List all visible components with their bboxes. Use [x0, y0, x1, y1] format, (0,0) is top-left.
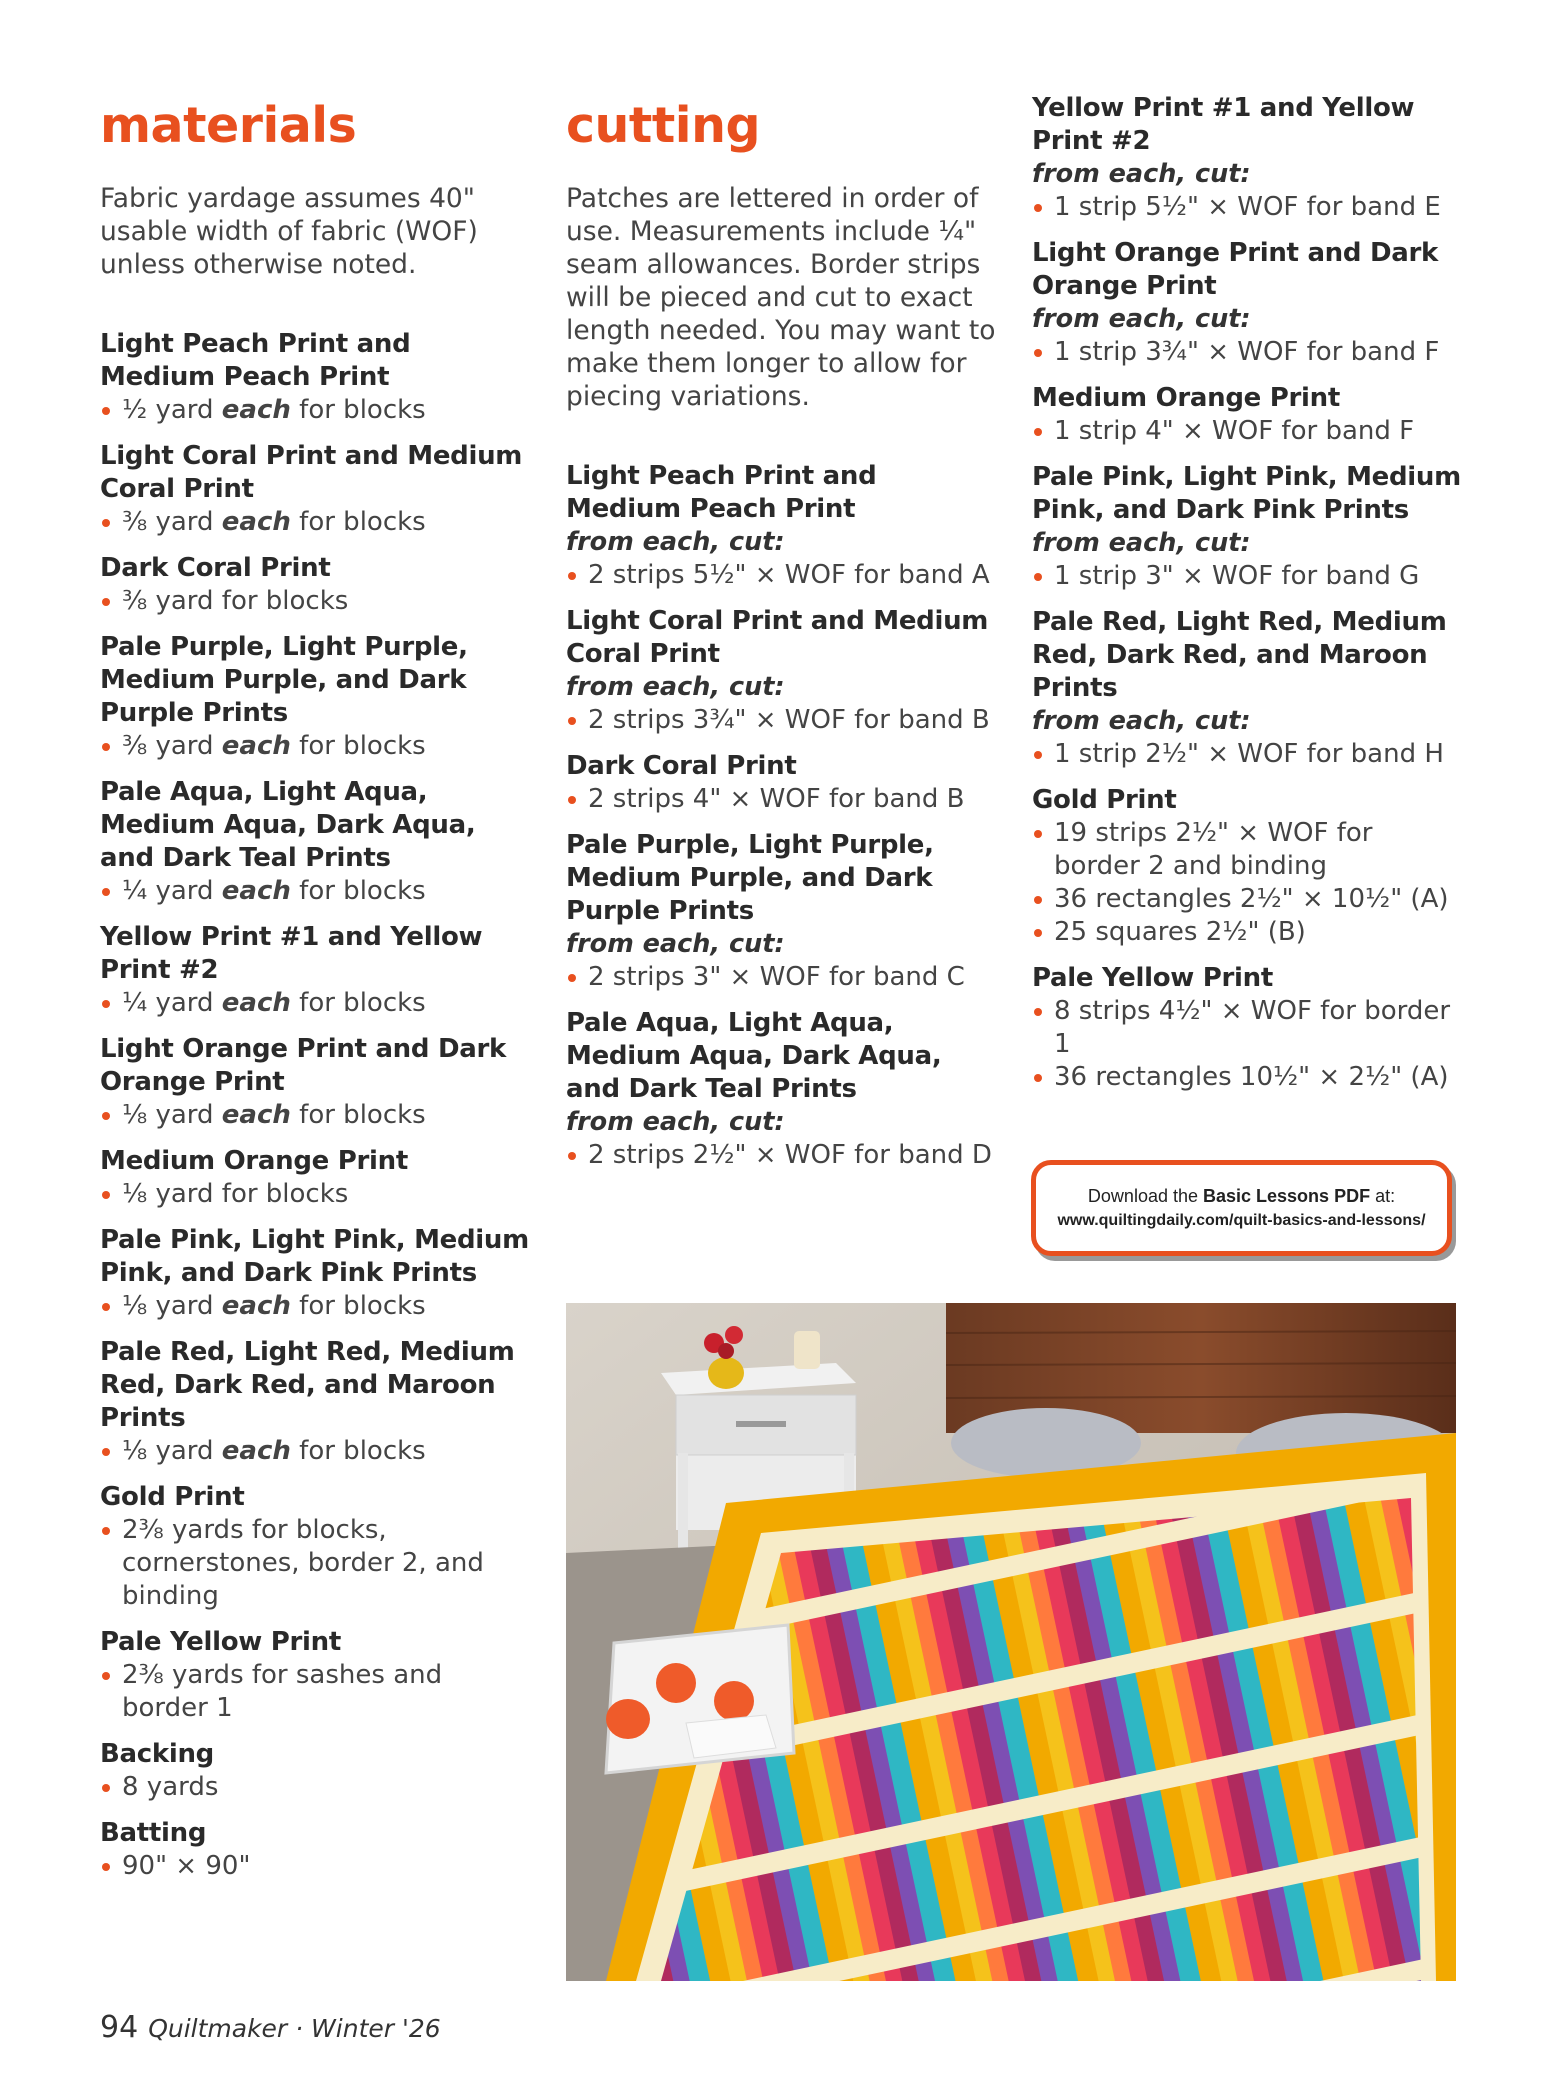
list-item: 36 rectangles 10½" × 2½" (A)	[1032, 1061, 1462, 1094]
list-item: 1 strip 5½" × WOF for band E	[1032, 191, 1462, 224]
materials-section	[100, 328, 530, 427]
section-subtitle: from each, cut:	[566, 672, 785, 702]
cutting-column	[566, 0, 996, 1172]
item-list	[100, 1290, 530, 1323]
item-list	[100, 1178, 530, 1211]
section-title: Pale Red, Light Red, Medium Red, Dark Red, and Maroon Prints	[1032, 607, 1447, 703]
list-item: 8 strips 4½" × WOF for border 1	[1032, 995, 1462, 1061]
cutting-section	[566, 460, 996, 592]
emphasis-text: each	[221, 1436, 291, 1466]
item-list	[566, 961, 996, 994]
section-title: Pale Aqua, Light Aqua, Medium Aqua, Dark Aqua, and Dark Teal Prints	[100, 777, 476, 873]
list-item: 1 strip 3" × WOF for band G	[1032, 560, 1462, 593]
cutting-intro: Patches are lettered in order of use. Measurements include ¼" seam allowances. Border strips will be pieced and cut to exact length needed. You may want to make them longer to allow for piecing variations.	[566, 183, 996, 412]
item-list	[100, 875, 530, 908]
item-list	[100, 585, 530, 618]
emphasis-text: each	[221, 1291, 291, 1321]
cutting-section	[1032, 962, 1462, 1094]
list-item: 19 strips 2½" × WOF for border 2 and binding	[1032, 817, 1462, 883]
list-item	[100, 1099, 530, 1132]
cutting-section	[1032, 92, 1462, 224]
item-list	[100, 1850, 530, 1883]
section-title: Pale Red, Light Red, Medium Red, Dark Red, and Maroon Prints	[100, 1337, 515, 1433]
cutting-list-continued	[1032, 92, 1462, 1094]
item-list	[1032, 336, 1462, 369]
list-item	[100, 1178, 530, 1211]
emphasis-text: each	[221, 988, 291, 1018]
item-list	[1032, 191, 1462, 224]
download-suffix: at:	[1370, 1186, 1396, 1206]
list-item	[100, 394, 530, 427]
section-title: Light Orange Print and Dark Orange Print	[100, 1034, 506, 1097]
cutting-list	[566, 460, 996, 1172]
item-text: for blocks	[290, 1436, 426, 1466]
list-item	[100, 987, 530, 1020]
list-item: 2 strips 5½" × WOF for band A	[566, 559, 996, 592]
item-text: ⅜ yard for blocks	[122, 586, 349, 616]
materials-section	[100, 1481, 530, 1613]
download-title: Basic Lessons PDF	[1203, 1186, 1371, 1206]
materials-section	[100, 1336, 530, 1468]
item-text: for blocks	[290, 988, 426, 1018]
section-title: Pale Aqua, Light Aqua, Medium Aqua, Dark Aqua, and Dark Teal Prints	[566, 1008, 942, 1104]
cutting-section	[1032, 784, 1462, 949]
item-text: for blocks	[290, 507, 426, 537]
item-text: ⅛ yard	[122, 1100, 222, 1130]
materials-list	[100, 328, 530, 1883]
item-text: ¼ yard	[122, 876, 222, 906]
emphasis-text: each	[221, 1100, 291, 1130]
list-item: 2 strips 2½" × WOF for band D	[566, 1139, 996, 1172]
serving-tray	[606, 1625, 794, 1773]
section-title: Pale Yellow Print	[100, 1627, 341, 1657]
item-list	[100, 506, 530, 539]
download-prefix: Download the	[1087, 1186, 1203, 1206]
item-text: ⅜ yard	[122, 731, 222, 761]
materials-heading: materials	[100, 97, 357, 154]
materials-section	[100, 921, 530, 1020]
quilt-photo-illustration	[566, 1303, 1456, 1981]
list-item: 25 squares 2½" (B)	[1032, 916, 1462, 949]
cutting-section	[1032, 382, 1462, 448]
section-title: Dark Coral Print	[100, 553, 331, 583]
section-title: Gold Print	[1032, 785, 1177, 815]
item-text: ¼ yard	[122, 988, 222, 1018]
page-footer	[100, 2010, 441, 2045]
cutting-section	[566, 1007, 996, 1172]
section-title: Light Peach Print and Medium Peach Print	[100, 329, 411, 392]
flower-vase	[708, 1357, 744, 1389]
emphasis-text: each	[221, 395, 291, 425]
section-title: Batting	[100, 1818, 207, 1848]
list-item: 2 strips 3¾" × WOF for band B	[566, 704, 996, 737]
list-item	[100, 506, 530, 539]
materials-section	[100, 1738, 530, 1804]
section-title: Light Peach Print and Medium Peach Print	[566, 461, 877, 524]
list-item: 1 strip 4" × WOF for band F	[1032, 415, 1462, 448]
materials-section	[100, 1145, 530, 1211]
item-list	[566, 559, 996, 592]
item-text: 2⅜ yards for blocks, cornerstones, border 2, and binding	[122, 1515, 484, 1611]
orange-cup	[656, 1663, 696, 1703]
item-list	[566, 1139, 996, 1172]
cutting-section	[566, 750, 996, 816]
item-list	[100, 730, 530, 763]
cutting-section	[1032, 461, 1462, 593]
item-text: for blocks	[290, 1291, 426, 1321]
list-item	[100, 1435, 530, 1468]
item-list	[100, 1099, 530, 1132]
item-text: for blocks	[290, 731, 426, 761]
item-list	[1032, 560, 1462, 593]
section-title: Light Orange Print and Dark Orange Print	[1032, 238, 1438, 301]
item-text: ⅜ yard	[122, 507, 222, 537]
section-title: Pale Purple, Light Purple, Medium Purple, and Dark Purple Prints	[566, 830, 934, 926]
cutting-section	[1032, 606, 1462, 771]
list-item	[100, 1771, 530, 1804]
cutting-heading: cutting	[566, 97, 761, 154]
list-item: 1 strip 2½" × WOF for band H	[1032, 738, 1462, 771]
section-title: Gold Print	[100, 1482, 245, 1512]
section-title: Backing	[100, 1739, 214, 1769]
section-subtitle: from each, cut:	[1032, 159, 1251, 189]
item-list	[1032, 995, 1462, 1094]
list-item	[100, 1290, 530, 1323]
item-text: ⅛ yard	[122, 1291, 222, 1321]
item-list	[100, 1514, 530, 1613]
candle	[794, 1331, 820, 1369]
page-number: 94	[100, 2010, 139, 2045]
publication-name: Quiltmaker · Winter '26	[148, 2014, 441, 2043]
orange-mug	[606, 1699, 650, 1739]
list-item	[100, 875, 530, 908]
item-list	[100, 1435, 530, 1468]
item-text: 8 yards	[122, 1772, 219, 1802]
list-item: 2 strips 3" × WOF for band C	[566, 961, 996, 994]
item-list	[1032, 415, 1462, 448]
list-item	[100, 585, 530, 618]
list-item: 1 strip 3¾" × WOF for band F	[1032, 336, 1462, 369]
cutting-column-continued	[1032, 0, 1462, 1094]
materials-section	[100, 1626, 530, 1725]
materials-column	[100, 0, 530, 1883]
materials-section	[100, 1033, 530, 1132]
item-list	[1032, 738, 1462, 771]
item-list	[100, 987, 530, 1020]
quilt-photo	[566, 1303, 1456, 1981]
section-title: Pale Purple, Light Purple, Medium Purple, and Dark Purple Prints	[100, 632, 468, 728]
cutting-section	[566, 829, 996, 994]
section-subtitle: from each, cut:	[566, 929, 785, 959]
section-subtitle: from each, cut:	[566, 527, 785, 557]
item-list	[100, 394, 530, 427]
section-title: Yellow Print #1 and Yellow Print #2	[1032, 93, 1415, 156]
materials-section	[100, 776, 530, 908]
section-title: Pale Pink, Light Pink, Medium Pink, and Dark Pink Prints	[100, 1225, 529, 1288]
section-title: Light Coral Print and Medium Coral Print	[100, 441, 523, 504]
emphasis-text: each	[221, 731, 291, 761]
item-list	[1032, 817, 1462, 949]
materials-intro: Fabric yardage assumes 40" usable width of fabric (WOF) unless otherwise noted.	[100, 183, 478, 280]
section-subtitle: from each, cut:	[1032, 304, 1251, 334]
download-text	[1088, 1183, 1395, 1209]
materials-section	[100, 440, 530, 539]
item-text: ⅛ yard	[122, 1436, 222, 1466]
item-list	[100, 1659, 530, 1725]
item-text: ½ yard	[122, 395, 222, 425]
materials-section	[100, 1224, 530, 1323]
download-link[interactable]: www.quiltingdaily.com/quilt-basics-and-lessons/	[1057, 1212, 1426, 1229]
download-callout	[1031, 1160, 1452, 1256]
cutting-section	[566, 605, 996, 737]
item-list	[566, 783, 996, 816]
item-text: 2⅜ yards for sashes and border 1	[122, 1660, 443, 1723]
section-title: Yellow Print #1 and Yellow Print #2	[100, 922, 483, 985]
item-text: ⅛ yard for blocks	[122, 1179, 349, 1209]
item-text: 90" × 90"	[122, 1851, 251, 1881]
emphasis-text: each	[221, 876, 291, 906]
section-title: Pale Yellow Print	[1032, 963, 1273, 993]
section-title: Medium Orange Print	[1032, 383, 1340, 413]
list-item	[100, 1514, 530, 1613]
item-text: for blocks	[290, 395, 426, 425]
list-item	[100, 1659, 530, 1725]
list-item: 36 rectangles 2½" × 10½" (A)	[1032, 883, 1462, 916]
orange-cup	[714, 1681, 754, 1721]
item-text: for blocks	[290, 876, 426, 906]
list-item	[100, 730, 530, 763]
section-title: Dark Coral Print	[566, 751, 797, 781]
section-subtitle: from each, cut:	[1032, 528, 1251, 558]
item-list	[566, 704, 996, 737]
emphasis-text: each	[221, 507, 291, 537]
list-item: 2 strips 4" × WOF for band B	[566, 783, 996, 816]
section-title: Medium Orange Print	[100, 1146, 408, 1176]
cutting-section	[1032, 237, 1462, 369]
section-subtitle: from each, cut:	[1032, 706, 1251, 736]
materials-section	[100, 552, 530, 618]
section-subtitle: from each, cut:	[566, 1107, 785, 1137]
materials-section	[100, 1817, 530, 1883]
section-title: Pale Pink, Light Pink, Medium Pink, and Dark Pink Prints	[1032, 462, 1461, 525]
materials-section	[100, 631, 530, 763]
item-text: for blocks	[290, 1100, 426, 1130]
list-item	[100, 1850, 530, 1883]
section-title: Light Coral Print and Medium Coral Print	[566, 606, 989, 669]
item-list	[100, 1771, 530, 1804]
